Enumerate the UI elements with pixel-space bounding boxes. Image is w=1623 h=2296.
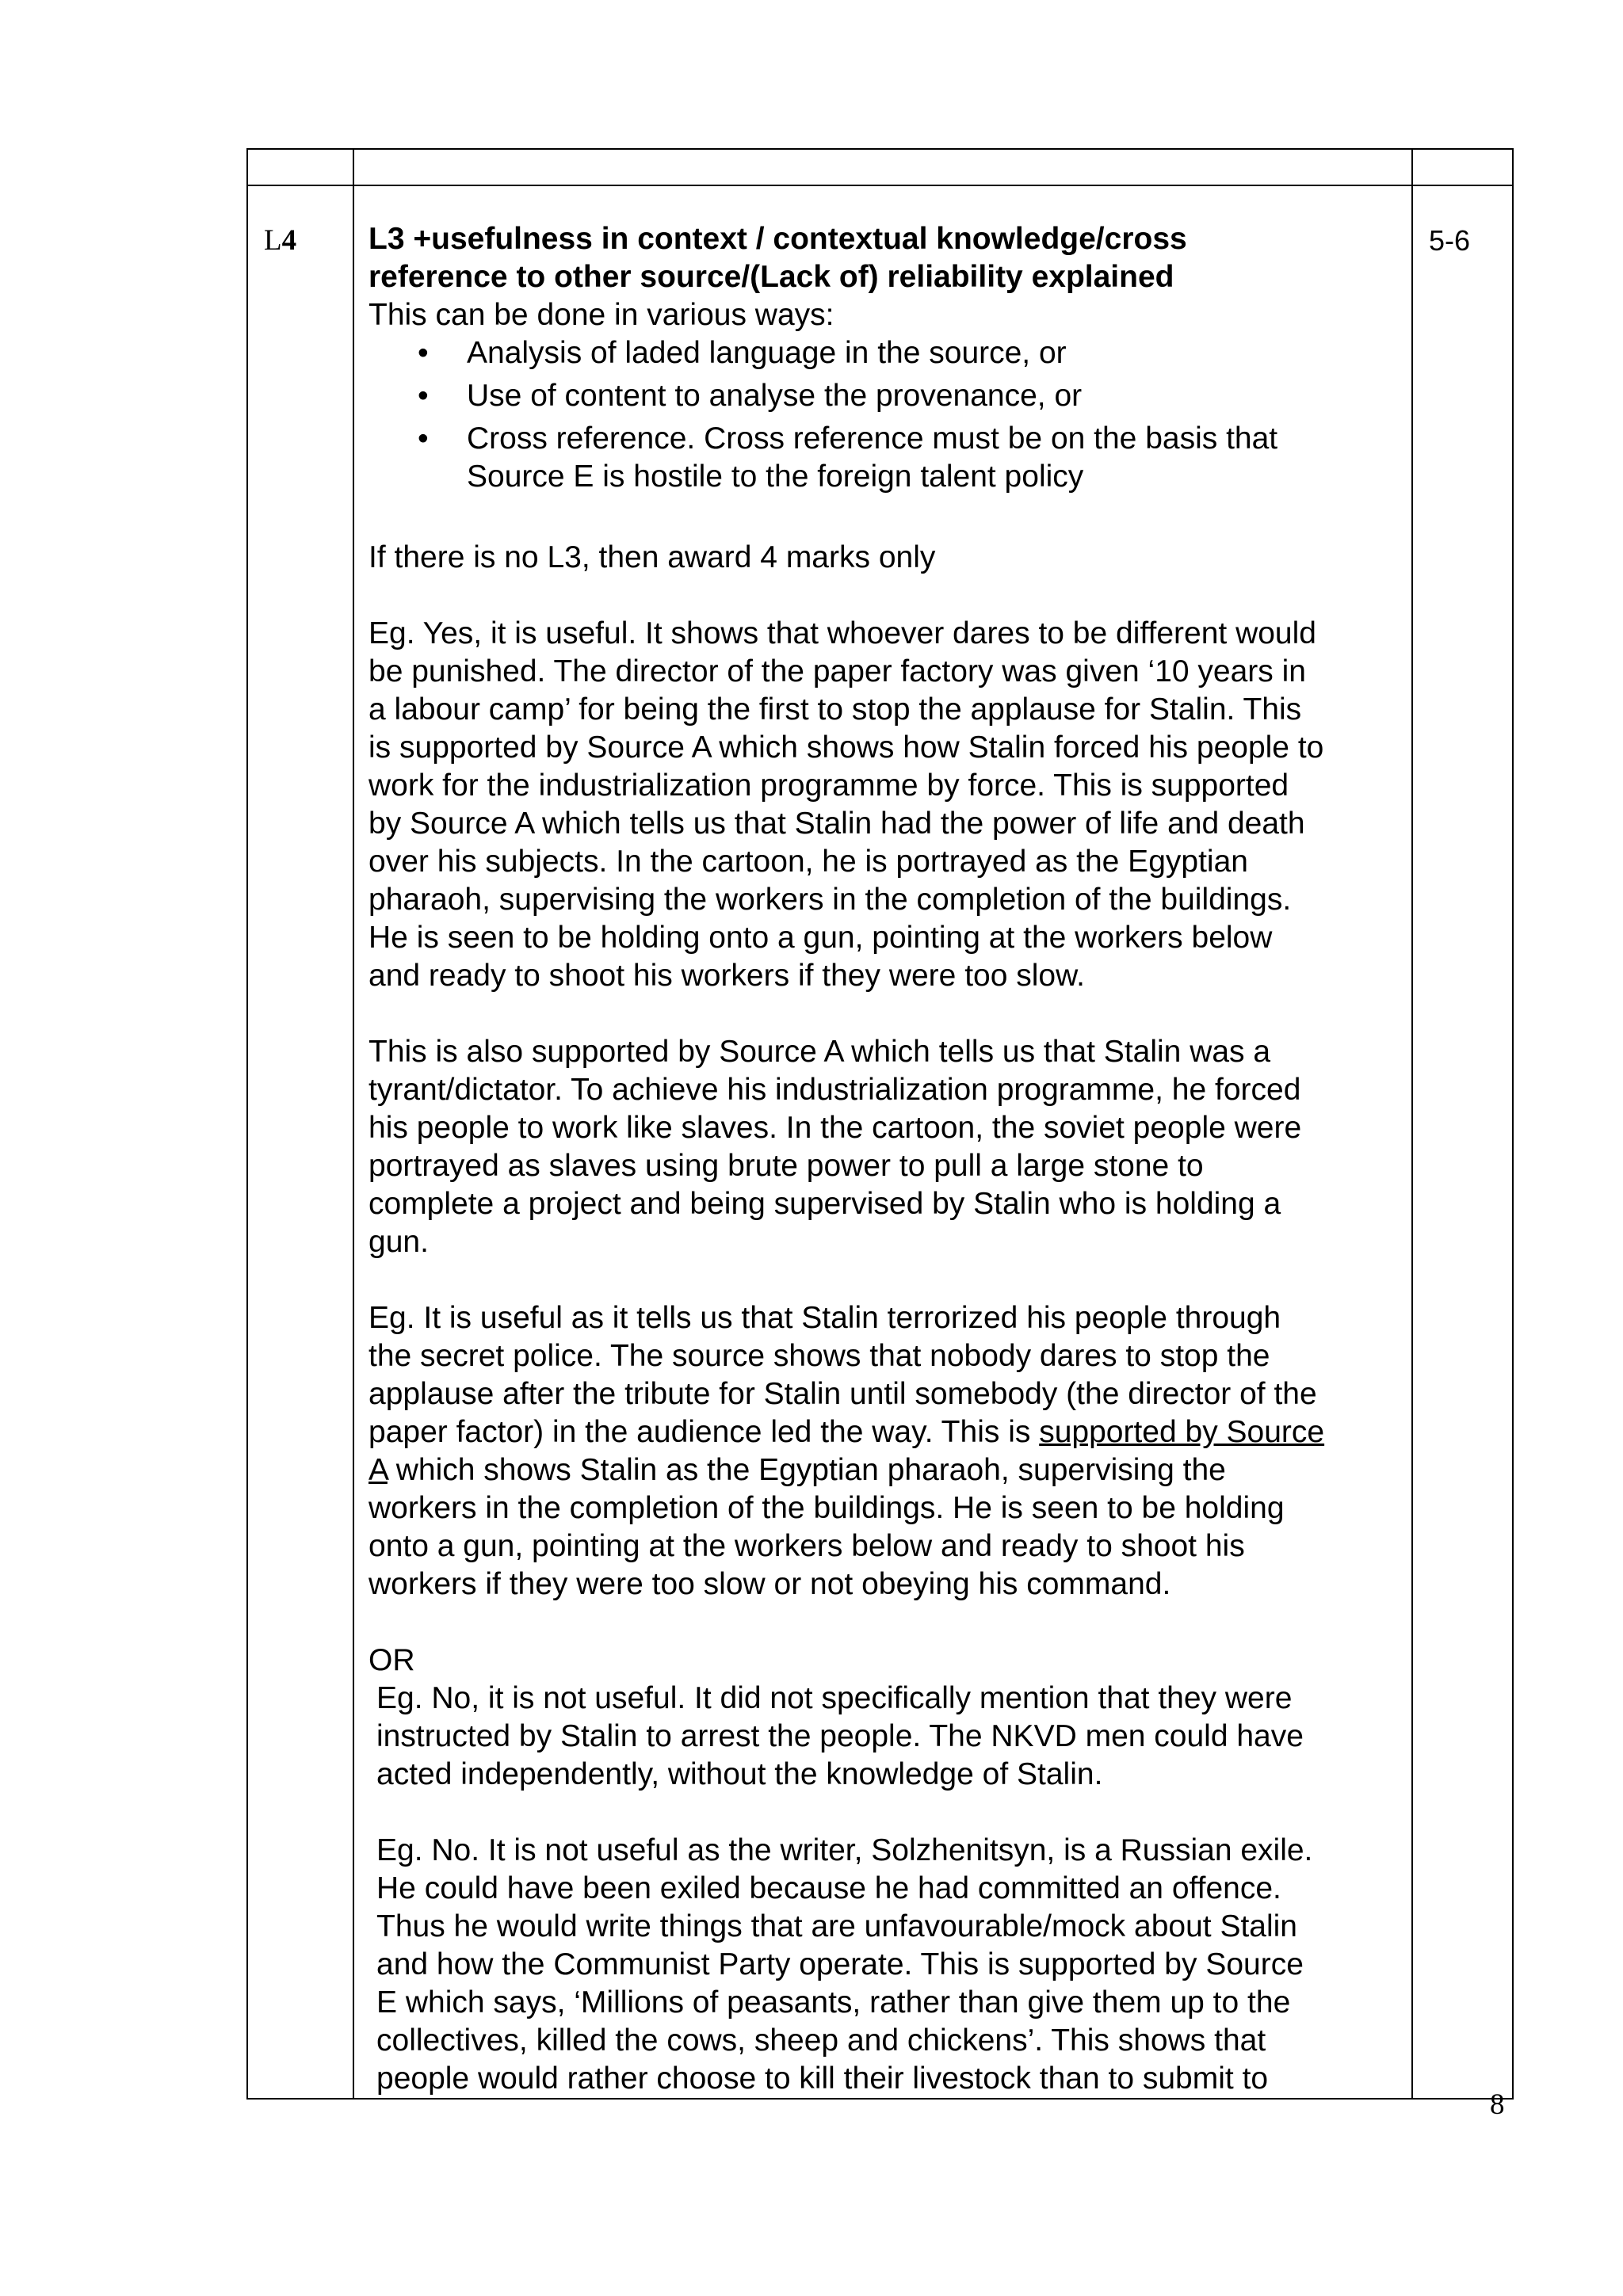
text-line: and ready to shoot his workers if they were too slow. (369, 959, 1085, 993)
text-span: which shows Stalin as the Egyptian pharaoh, supervising the (387, 1453, 1226, 1487)
example-paragraph-2 (369, 1033, 1403, 1261)
text-line: and how the Communist Party operate. This is supported by Source (376, 1947, 1304, 1981)
bullet-list (369, 334, 1403, 496)
header-cell-marks (1412, 149, 1513, 185)
text-line: over his subjects. In the cartoon, he is portrayed as the Egyptian (369, 845, 1248, 879)
spacer (369, 501, 1403, 539)
header-cell-description (353, 149, 1412, 185)
text-line: is supported by Source A which shows how Stalin forced his people to (369, 730, 1324, 765)
bullet-text: Analysis of laded language in the source, or (467, 336, 1067, 370)
text-line: portrayed as slaves using brute power to pull a large stone to (369, 1149, 1204, 1183)
example-paragraph-4 (369, 1680, 1403, 1794)
text-line: instructed by Stalin to arrest the people. The NKVD men could have (376, 1719, 1304, 1753)
text-line: the secret police. The source shows that nobody dares to stop the (369, 1339, 1270, 1373)
text-line: collectives, killed the cows, sheep and chickens’. This shows that (376, 2023, 1266, 2058)
spacer (369, 1261, 1403, 1299)
example-paragraph-3 (369, 1299, 1403, 1604)
bullet-item (369, 334, 1403, 372)
bullet-text: Cross reference. Cross reference must be on the basis that (467, 421, 1278, 456)
text-line: acted independently, without the knowledge of Stalin. (376, 1757, 1103, 1791)
description-cell (353, 185, 1412, 2099)
level-cell (247, 185, 353, 2099)
intro-text: This can be done in various ways: (369, 298, 834, 332)
text-line: by Source A which tells us that Stalin had the power of life and death (369, 807, 1305, 841)
spacer (369, 1604, 1403, 1642)
text-line: tyrant/dictator. To achieve his industrialization programme, he forced (369, 1073, 1301, 1107)
or-label: OR (369, 1643, 415, 1677)
text-line: people would rather choose to kill their livestock than to submit to (376, 2061, 1269, 2096)
bullet-text: Source E is hostile to the foreign talent policy (467, 460, 1084, 494)
text-line: gun. (369, 1225, 429, 1259)
example-paragraph-1 (369, 615, 1403, 995)
text-line: workers in the completion of the buildings. He is seen to be holding (369, 1491, 1285, 1525)
spacer (369, 995, 1403, 1033)
text-line: complete a project and being supervised by Stalin who is holding a (369, 1187, 1281, 1221)
text-line: He is seen to be holding onto a gun, pointing at the workers below (369, 921, 1273, 955)
text-line: applause after the tribute for Stalin until somebody (the director of the (369, 1377, 1317, 1411)
text-line: pharaoh, supervising the workers in the completion of the buildings. (369, 883, 1292, 917)
text-line: This is also supported by Source A which tells us that Stalin was a (369, 1035, 1271, 1069)
bullet-item (369, 377, 1403, 415)
text-line: Eg. No, it is not useful. It did not specifically mention that they were (376, 1681, 1293, 1715)
text-line: Eg. Yes, it is useful. It shows that whoever dares to be different would (369, 616, 1316, 650)
text-line: be punished. The director of the paper factory was given ‘10 years in (369, 654, 1306, 688)
bullet-text: Use of content to analyse the provenance, or (467, 379, 1083, 413)
bullet-item (369, 420, 1403, 496)
text-line (369, 1451, 1403, 1489)
text-line: Eg. No. It is not useful as the writer, Solzhenitsyn, is a Russian exile. (376, 1833, 1313, 1867)
spacer (369, 577, 1403, 615)
text-line: work for the industrialization programme by force. This is supported (369, 769, 1289, 803)
marks-cell: 5-6 (1412, 185, 1513, 2099)
text-line: onto a gun, pointing at the workers below and ready to shoot his (369, 1529, 1245, 1563)
header-row (247, 149, 1513, 185)
header-cell-level (247, 149, 353, 185)
text-line: his people to work like slaves. In the cartoon, the soviet people were (369, 1111, 1302, 1145)
mark-scheme-table (246, 148, 1514, 2100)
underlined-reference: A (369, 1453, 388, 1487)
text-line: He could have been exiled because he had committed an offence. (376, 1871, 1281, 1905)
bullet-icon: • (418, 379, 429, 413)
page-number: 8 (1490, 2088, 1505, 2121)
award-note: If there is no L3, then award 4 marks only (369, 540, 936, 574)
level-number: 4 (281, 224, 297, 257)
text-line: a labour camp’ for being the first to stop the applause for Stalin. This (369, 692, 1302, 727)
bullet-icon: • (418, 421, 429, 456)
text-line: workers if they were too slow or not obeying his command. (369, 1567, 1171, 1601)
underlined-reference: supported by Source (1039, 1415, 1325, 1449)
spacer (369, 1794, 1403, 1832)
heading-line: L3 +usefulness in context / contextual knowledge/cross (369, 222, 1187, 256)
text-line: Eg. It is useful as it tells us that Stalin terrorized his people through (369, 1301, 1281, 1335)
example-paragraph-5 (369, 1832, 1403, 2098)
text-line: E which says, ‘Millions of peasants, rather than give them up to the (376, 1985, 1291, 2019)
level-prefix: L (264, 224, 282, 257)
text-line: Thus he would write things that are unfavourable/mock about Stalin (376, 1909, 1298, 1943)
bullet-icon: • (418, 336, 429, 370)
heading-line: reference to other source/(Lack of) reliability explained (369, 260, 1174, 294)
level-row (247, 185, 1513, 2099)
text-span: paper factor) in the audience led the way. This is (369, 1415, 1040, 1449)
text-line (369, 1413, 1403, 1451)
